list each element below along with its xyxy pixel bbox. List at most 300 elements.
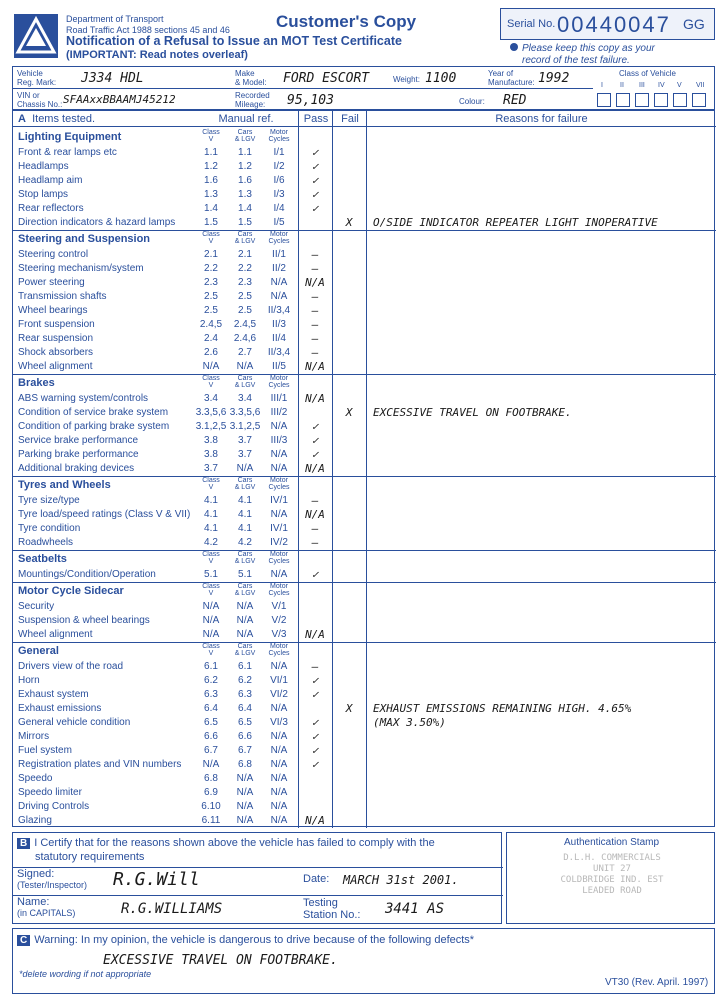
ref-cars-lgv: 4.1 (238, 523, 252, 534)
reasons-header: Reasons for failure (367, 111, 716, 127)
ref-motorcycles: N/A (270, 787, 288, 798)
table-row (13, 346, 716, 360)
section-header (13, 128, 716, 146)
item-name: Exhaust system (18, 689, 89, 700)
make-model[interactable]: FORD ESCORT (283, 71, 370, 86)
certify-text-2: statutory requirements (35, 851, 145, 863)
failure-reason[interactable]: EXHAUST EMISSIONS REMAINING HIGH. 4.65% (373, 702, 632, 715)
pass-mark[interactable]: — (311, 660, 319, 673)
class-checkbox[interactable] (616, 93, 630, 107)
ref-class-v: 6.9 (204, 787, 218, 798)
date[interactable]: MARCH 31st 2001. (343, 873, 459, 887)
table-row (13, 406, 716, 420)
class-checkbox[interactable] (654, 93, 668, 107)
ref-class-v: 2.4,5 (199, 319, 223, 330)
subhead-class: Class V (202, 375, 220, 389)
pass-mark[interactable]: — (311, 248, 319, 261)
ref-motorcycles: II/3,4 (267, 347, 291, 358)
year-label-2: Manufacture: (488, 78, 535, 87)
stamp-line-2: UNIT 27 (593, 864, 631, 874)
signed-sub: (Tester/Inspector) (17, 880, 88, 890)
ref-cars-lgv: N/A (236, 815, 254, 826)
item-name: Parking brake performance (18, 449, 139, 460)
pass-mark[interactable]: ✓ (311, 420, 319, 433)
subhead-motorcycles: Motor Cycles (268, 375, 290, 389)
class-checkbox[interactable] (673, 93, 687, 107)
item-name: Condition of service brake system (18, 407, 169, 418)
ref-class-v: 2.6 (204, 347, 218, 358)
item-name: Rear reflectors (18, 203, 84, 214)
pass-mark[interactable]: — (311, 332, 319, 345)
item-name: Tyre size/type (18, 495, 80, 506)
item-name: ABS warning system/controls (18, 393, 149, 404)
subhead-motorcycles: Motor Cycles (268, 643, 290, 657)
signature[interactable]: R.G.Will (113, 869, 200, 890)
ref-motorcycles: IV/1 (270, 495, 288, 506)
item-name: Condition of parking brake system (18, 421, 170, 432)
authentication-stamp (506, 832, 715, 924)
item-name: Direction indicators & hazard lamps (18, 217, 176, 228)
ref-cars-lgv: N/A (236, 801, 254, 812)
class-label: Class of Vehicle (619, 69, 676, 78)
stamp-line-1: D.L.H. COMMERCIALS (563, 853, 661, 863)
class-checkbox[interactable] (635, 93, 649, 107)
ref-cars-lgv: 3.4 (238, 393, 252, 404)
table-row (13, 304, 716, 318)
subhead-class: Class V (202, 583, 220, 597)
table-row (13, 522, 716, 536)
table-row (13, 800, 716, 814)
item-name: Service brake performance (18, 435, 139, 446)
items-table (12, 110, 715, 827)
table-row (13, 494, 716, 508)
pass-mark[interactable]: ✓ (311, 688, 319, 701)
item-name: Driving Controls (18, 801, 90, 812)
class-checkbox[interactable] (597, 93, 611, 107)
class-numeral: V (677, 82, 682, 89)
ref-cars-lgv: 6.3 (238, 689, 252, 700)
ref-class-v: 1.1 (204, 147, 218, 158)
ref-motorcycles: III/3 (270, 435, 288, 446)
section-header (13, 582, 716, 600)
ref-cars-lgv: N/A (236, 787, 254, 798)
ref-class-v: 3.4 (204, 393, 218, 404)
ref-motorcycles: II/3 (272, 319, 286, 330)
item-name: Steering control (18, 249, 89, 260)
pass-mark[interactable]: N/A (305, 508, 325, 521)
table-row (13, 536, 716, 550)
ref-motorcycles: N/A (270, 509, 288, 520)
ref-motorcycles: I/6 (273, 175, 285, 186)
ref-motorcycles: N/A (270, 463, 288, 474)
serial-suffix: GG (683, 16, 705, 32)
ref-motorcycles: IV/2 (270, 537, 288, 548)
subhead-class: Class V (202, 477, 220, 491)
pass-mark[interactable]: N/A (305, 814, 325, 827)
ref-cars-lgv: 4.2 (238, 537, 252, 548)
subhead-cars: Cars & LGV (234, 643, 256, 657)
ref-motorcycles: III/2 (270, 407, 288, 418)
table-row (13, 290, 716, 304)
ref-motorcycles: VI/1 (270, 675, 288, 686)
year-label-1: Year of (488, 69, 514, 78)
item-name: Headlamps (18, 161, 69, 172)
ref-class-v: 6.3 (204, 689, 218, 700)
section-a-letter: A (18, 113, 26, 125)
table-row (13, 614, 716, 628)
ref-cars-lgv: 6.7 (238, 745, 252, 756)
ref-motorcycles: N/A (270, 745, 288, 756)
pass-mark[interactable]: — (311, 290, 319, 303)
ref-class-v: 6.11 (201, 815, 221, 826)
item-name: Mirrors (18, 731, 50, 742)
subhead-cars: Cars & LGV (234, 477, 256, 491)
ref-cars-lgv: N/A (236, 615, 254, 626)
ref-motorcycles: IV/1 (270, 523, 288, 534)
mileage-label-2: Mileage: (235, 100, 266, 109)
ref-cars-lgv: 6.4 (238, 703, 252, 714)
ref-class-v: 3.3,5,6 (195, 407, 227, 418)
failure-reason[interactable]: (MAX 3.50%) (373, 716, 446, 729)
ref-motorcycles: I/3 (273, 189, 285, 200)
ref-cars-lgv: 2.3 (238, 277, 252, 288)
failure-reason[interactable]: O/SIDE INDICATOR REPEATER LIGHT INOPERATIVE (373, 216, 658, 229)
certify-text: I Certify that for the reasons shown above the vehicle has failed to comply with the (34, 837, 435, 849)
pass-mark[interactable]: — (311, 494, 319, 507)
ref-cars-lgv: 1.4 (238, 203, 252, 214)
fail-mark[interactable]: X (345, 216, 353, 229)
dangerous-defect[interactable]: EXCESSIVE TRAVEL ON FOOTBRAKE. (103, 953, 338, 968)
pass-mark[interactable]: ✓ (311, 448, 319, 461)
table-row (13, 600, 716, 614)
stamp-line-4: LEADED ROAD (582, 886, 642, 896)
table-row (13, 786, 716, 800)
item-name: Shock absorbers (18, 347, 94, 358)
keep-note (510, 43, 655, 67)
item-name: Wheel bearings (18, 305, 88, 316)
table-row (13, 660, 716, 674)
stamp-line-3: COLDBRIDGE IND. EST (560, 875, 664, 885)
section-b-letter: B (17, 838, 30, 849)
bullet-icon (510, 43, 518, 51)
item-name: General vehicle condition (18, 717, 131, 728)
ref-class-v: 4.1 (204, 509, 218, 520)
ref-motorcycles: N/A (270, 291, 288, 302)
year[interactable]: 1992 (538, 71, 570, 86)
ref-cars-lgv: 5.1 (238, 569, 252, 580)
ref-motorcycles: VI/2 (270, 689, 288, 700)
section-c-letter: C (17, 935, 30, 946)
ref-cars-lgv: 1.2 (238, 161, 252, 172)
ref-class-v: 1.4 (204, 203, 218, 214)
table-row (13, 146, 716, 160)
ref-cars-lgv: 3.7 (238, 449, 252, 460)
name-label: Name: (17, 896, 50, 908)
ref-class-v: 6.4 (204, 703, 218, 714)
table-row (13, 462, 716, 476)
ref-motorcycles: II/1 (272, 249, 286, 260)
item-name: Horn (18, 675, 40, 686)
mileage[interactable]: 95,103 (287, 93, 334, 108)
section-header (13, 550, 716, 568)
pass-mark[interactable]: ✓ (311, 744, 319, 757)
table-row (13, 360, 716, 374)
table-row (13, 814, 716, 828)
ref-class-v: 4.1 (204, 495, 218, 506)
act-ref: Road Traffic Act 1988 sections 45 and 46 (66, 25, 230, 35)
pass-mark[interactable]: ✓ (311, 174, 319, 187)
ref-class-v: 6.1 (204, 661, 218, 672)
table-row (13, 702, 716, 716)
fail-mark[interactable]: X (345, 702, 353, 715)
ref-cars-lgv: N/A (236, 463, 254, 474)
ref-motorcycles: N/A (270, 703, 288, 714)
item-name: Transmission shafts (18, 291, 107, 302)
copy-title: Customer's Copy (276, 12, 417, 31)
form-title: Notification of a Refusal to Issue an MOT Test Certificate (66, 34, 402, 48)
ref-class-v: N/A (202, 615, 220, 626)
ref-motorcycles: II/2 (272, 263, 286, 274)
ref-class-v: 3.8 (204, 435, 218, 446)
ref-class-v: N/A (202, 361, 220, 372)
subhead-cars: Cars & LGV (234, 231, 256, 245)
table-row (13, 248, 716, 262)
pass-mark[interactable]: ✓ (311, 716, 319, 729)
pass-header: Pass (299, 111, 333, 127)
vin-label-1: VIN or (17, 91, 40, 100)
table-row (13, 216, 716, 230)
table-row (13, 744, 716, 758)
ref-cars-lgv: 1.1 (238, 147, 252, 158)
ref-motorcycles: II/5 (272, 361, 286, 372)
reg-label-1: Vehicle (17, 69, 43, 78)
ref-cars-lgv: 2.5 (238, 305, 252, 316)
ref-class-v: 5.1 (204, 569, 218, 580)
ref-cars-lgv: 2.2 (238, 263, 252, 274)
ref-class-v: 3.1,2,5 (195, 421, 227, 432)
ref-motorcycles: N/A (270, 773, 288, 784)
ref-cars-lgv: 6.8 (238, 759, 252, 770)
dot-logo (14, 14, 58, 58)
ref-motorcycles: N/A (270, 449, 288, 460)
ref-class-v: 6.7 (204, 745, 218, 756)
ref-cars-lgv: 3.3,5,6 (229, 407, 261, 418)
vin-label-2: Chassis No.: (17, 100, 63, 109)
station-no[interactable]: 3441 AS (385, 901, 445, 917)
pass-mark[interactable]: — (311, 318, 319, 331)
subhead-motorcycles: Motor Cycles (268, 551, 290, 565)
table-row (13, 730, 716, 744)
pass-mark[interactable]: ✓ (311, 568, 319, 581)
ref-cars-lgv: 1.5 (238, 217, 252, 228)
subhead-cars: Cars & LGV (234, 551, 256, 565)
serial-label: Serial No. (507, 18, 556, 30)
pass-mark[interactable]: ✓ (311, 188, 319, 201)
weight-label: Weight: (393, 75, 420, 84)
pass-mark[interactable]: ✓ (311, 146, 319, 159)
ref-motorcycles: I/4 (273, 203, 285, 214)
item-name: Speedo limiter (18, 787, 82, 798)
keep-line-2: record of the test failure. (522, 55, 630, 66)
form-ref: VT30 (Rev. April. 1997) (605, 977, 709, 988)
ref-class-v: 2.5 (204, 291, 218, 302)
colour[interactable]: RED (503, 93, 527, 108)
section-title: Brakes (18, 377, 55, 389)
ref-motorcycles: II/4 (272, 333, 286, 344)
ref-motorcycles: I/5 (273, 217, 285, 228)
item-name: Headlamp aim (18, 175, 83, 186)
ref-class-v: 2.5 (204, 305, 218, 316)
table-row (13, 332, 716, 346)
item-name: Rear suspension (18, 333, 94, 344)
ref-class-v: 4.2 (204, 537, 218, 548)
name-sub: (in CAPITALS) (17, 908, 76, 918)
manual-ref-header: Manual ref. (194, 111, 298, 127)
ref-class-v: N/A (202, 601, 220, 612)
pass-mark[interactable]: ✓ (311, 730, 319, 743)
item-name: Suspension & wheel bearings (18, 615, 150, 626)
table-row (13, 508, 716, 522)
table-row (13, 448, 716, 462)
pass-mark[interactable]: N/A (305, 392, 325, 405)
table-row (13, 276, 716, 290)
subhead-motorcycles: Motor Cycles (268, 129, 290, 143)
ref-cars-lgv: 2.1 (238, 249, 252, 260)
section-title: Lighting Equipment (18, 131, 122, 143)
department (66, 14, 230, 36)
pass-mark[interactable]: N/A (305, 462, 325, 475)
item-name: Speedo (18, 773, 53, 784)
pass-mark[interactable]: ✓ (311, 434, 319, 447)
vehicle-details (12, 66, 715, 110)
class-numeral: II (620, 82, 624, 89)
item-name: Additional braking devices (18, 463, 135, 474)
ref-motorcycles: III/1 (270, 393, 288, 404)
ref-cars-lgv: 6.1 (238, 661, 252, 672)
ref-cars-lgv: 3.7 (238, 435, 252, 446)
serial-number: 00440047 (557, 12, 671, 37)
table-row (13, 772, 716, 786)
pass-mark[interactable]: — (311, 536, 319, 549)
pass-mark[interactable]: N/A (305, 360, 325, 373)
subhead-cars: Cars & LGV (234, 583, 256, 597)
table-row (13, 758, 716, 772)
ref-class-v: N/A (202, 629, 220, 640)
fail-header: Fail (333, 111, 367, 127)
ref-cars-lgv: 2.4,6 (233, 333, 257, 344)
make-label-1: Make (235, 69, 255, 78)
pass-mark[interactable]: N/A (305, 276, 325, 289)
table-row (13, 392, 716, 406)
pass-mark[interactable]: ✓ (311, 160, 319, 173)
ref-cars-lgv: 6.5 (238, 717, 252, 728)
section-header (13, 374, 716, 392)
item-name: Fuel system (18, 745, 72, 756)
station-label-2: Station No.: (303, 909, 361, 921)
ref-motorcycles: N/A (270, 277, 288, 288)
ref-cars-lgv: 6.6 (238, 731, 252, 742)
section-title: General (18, 645, 59, 657)
ref-motorcycles: V/1 (271, 601, 287, 612)
ref-class-v: 1.2 (204, 161, 218, 172)
ref-motorcycles: II/3,4 (267, 305, 291, 316)
failure-reason[interactable]: EXCESSIVE TRAVEL ON FOOTBRAKE. (373, 406, 572, 419)
keep-line-1: Please keep this copy as your (522, 43, 655, 54)
item-name: Power steering (18, 277, 85, 288)
subhead-class: Class V (202, 551, 220, 565)
mileage-label-1: Recorded (235, 91, 270, 100)
ref-class-v: 1.5 (204, 217, 218, 228)
ref-class-v: N/A (202, 759, 220, 770)
item-name: Tyre load/speed ratings (Class V & VII) (18, 509, 191, 520)
serial-box (500, 8, 715, 40)
subhead-motorcycles: Motor Cycles (268, 477, 290, 491)
ref-class-v: 6.5 (204, 717, 218, 728)
ref-cars-lgv: 2.4,5 (233, 319, 257, 330)
class-checkbox[interactable] (692, 93, 706, 107)
pass-mark[interactable]: ✓ (311, 202, 319, 215)
weight[interactable]: 1100 (425, 71, 457, 86)
pass-mark[interactable]: ✓ (311, 758, 319, 771)
pass-mark[interactable]: ✓ (311, 674, 319, 687)
pass-mark[interactable]: — (311, 346, 319, 359)
ref-class-v: 6.8 (204, 773, 218, 784)
pass-mark[interactable]: — (311, 304, 319, 317)
section-title: Steering and Suspension (18, 233, 151, 245)
table-row (13, 674, 716, 688)
fail-mark[interactable]: X (345, 406, 353, 419)
table-row (13, 318, 716, 332)
ref-class-v: 1.6 (204, 175, 218, 186)
ref-class-v: 4.1 (204, 523, 218, 534)
section-header (13, 476, 716, 494)
ref-cars-lgv: 3.1,2,5 (229, 421, 261, 432)
certification-box (12, 832, 502, 924)
table-row (13, 568, 716, 582)
reg-label-2: Reg. Mark: (17, 78, 57, 87)
pass-mark[interactable]: N/A (305, 628, 325, 641)
item-name: Stop lamps (18, 189, 69, 200)
dept-name: Department of Transport (66, 14, 164, 24)
ref-motorcycles: I/1 (273, 147, 285, 158)
ref-cars-lgv: N/A (236, 361, 254, 372)
table-row (13, 202, 716, 216)
pass-mark[interactable]: — (311, 522, 319, 535)
ref-motorcycles: N/A (270, 421, 288, 432)
class-numeral: I (601, 82, 603, 89)
ref-class-v: 6.2 (204, 675, 218, 686)
colour-label: Colour: (459, 97, 485, 106)
pass-mark[interactable]: — (311, 262, 319, 275)
ref-class-v: 3.7 (204, 463, 218, 474)
ref-motorcycles: I/2 (273, 161, 285, 172)
date-label: Date: (303, 873, 330, 885)
section-header (13, 642, 716, 660)
section-title: Tyres and Wheels (18, 479, 111, 491)
vin[interactable]: SFAAxxBBAAMJ45212 (63, 93, 176, 106)
class-numeral: III (639, 82, 645, 89)
subhead-cars: Cars & LGV (234, 129, 256, 143)
ref-motorcycles: N/A (270, 731, 288, 742)
item-name: Steering mechanism/system (18, 263, 144, 274)
reg-mark[interactable]: J334 HDL (81, 71, 144, 86)
stamp-title: Authentication Stamp (563, 837, 660, 848)
ref-motorcycles: V/2 (271, 615, 287, 626)
ref-motorcycles: N/A (270, 661, 288, 672)
table-row (13, 420, 716, 434)
tester-name[interactable]: R.G.WILLIAMS (121, 901, 223, 917)
ref-motorcycles: V/3 (271, 629, 287, 640)
